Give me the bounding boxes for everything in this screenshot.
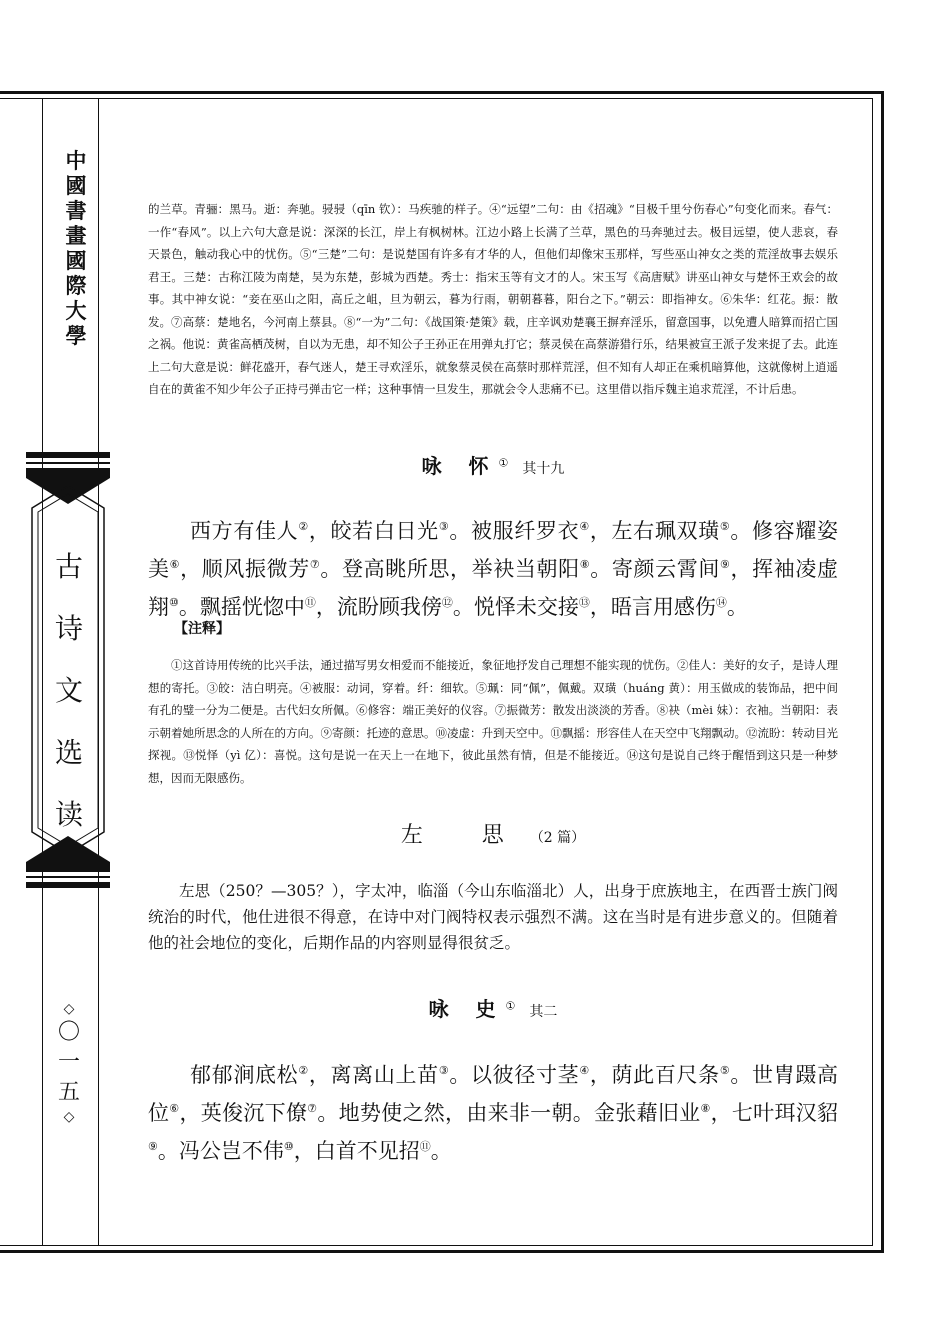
page-number-char: 五 bbox=[57, 1080, 80, 1105]
poem2-note-marker: ⑨ bbox=[148, 1140, 158, 1153]
poem1-note-marker: ⑦ bbox=[309, 558, 321, 571]
poem1-note-marker: ⑭ bbox=[715, 596, 727, 609]
author-work-count: （2 篇） bbox=[529, 830, 586, 846]
continued-notes-text: 的兰草。青骊：黑马。逝：奔驰。骎骎（qīn 钦）：马疾驰的样子。④“远望”二句：由《招魂》“目极千里兮伤春心”句变化而来。春气：一作“春风”。以上六句大意是说：深深的长江，岸上有枫树林。江边小路上长满了兰草，黑色的马奔驰过去。极目远望，使人悲哀，春天景色，触动我心中的忧伤。⑤“三楚”二句：是说楚国有许多有才华的人，但他们却像宋玉那样，写些巫山神女之类的荒淫故事去娱乐君王。三楚：古称江陵为南楚，吴为东楚，彭城为西楚。秀士：指宋玉等有文才的人。宋玉写《高唐赋》讲巫山神女与楚怀王欢会的故事。其中神女说：“妾在巫山之阳，高丘之岨，旦为朝云，暮为行雨，朝朝暮暮，阳台之下。”朝云：即指神女。⑥朱华：红花。振：散发。⑦高蔡：楚地名，今河南上蔡县。⑧“一为”二句：《战国策·楚策》载，庄辛讽劝楚襄王摒弃淫乐，留意国事，以免遭人暗算而招亡国之祸。他说：黄雀高栖茂树，自以为无患，却不知公子王孙正在用弹丸打它；蔡灵侯在高蔡游猎行乐，结果被宣王派子发来捉了去。此连上二句大意是说：鲜花盛开，春气迷人，楚王寻欢淫乐，就象蔡灵侯在高蔡时那样荒淫，但不知有人却正在乘机暗算他，这就像树上逍遥自在的黄雀不知少年公子正持弓弹击它一样；这种事情一旦发生，那就会令人悲痛不已。这里借以指斥魏主追求荒淫，不计后患。 bbox=[148, 202, 838, 396]
series-title-char: 大 bbox=[65, 298, 87, 323]
series-title bbox=[60, 148, 92, 348]
poem1-note-marker: ④ bbox=[579, 520, 590, 533]
book-title-char: 选 bbox=[54, 736, 83, 769]
series-title-char: 畫 bbox=[65, 223, 87, 248]
author-bio bbox=[148, 878, 838, 956]
poem1-note-marker: ⑤ bbox=[719, 520, 731, 533]
series-title-char: 國 bbox=[65, 173, 87, 198]
poem1-title: 咏 怀 bbox=[421, 454, 499, 478]
poem1-heading bbox=[148, 450, 838, 479]
poem2-phrase: 。地势使之然，由来非一朝。金张藉旧业 bbox=[317, 1101, 701, 1125]
poem2-body bbox=[148, 1054, 838, 1168]
poem1-note-marker: ⑩ bbox=[169, 596, 179, 609]
poem2-subtitle: 其二 bbox=[529, 1004, 558, 1020]
poem1-notes-text: ①这首诗用传统的比兴手法，通过描写男女相爱而不能接近，象征地抒发自己理想不能实现的忧伤。②佳人：美好的女子，是诗人理想的寄托。③皎：洁白明亮。④被服：动词，穿着。纤：细软。⑤珮：同“佩”，佩戴。双璜（huáng 黄）：用玉做成的装饰品，把中间有孔的璧一分为二便是。古代妇女所佩。⑥修容：端正美好的仪容。⑦振微芳：散发出淡淡的芳香。⑧袂（mèi 妹）：衣袖。当朝阳：表示朝着她所思念的人所在的方向。⑨寄颜：托迹的意思。⑩凌虚：升到天空中。⑪飘摇：形容佳人在天空中飞翔飘动。⑫流盼：转动目光探视。⑬悦怿（yì 亿）：喜悦。这句是说一在天上一在地下，彼此虽然有情，但是不能接近。⑭这句是说自己终于醒悟到这只是一种梦想，因而无限感伤。 bbox=[148, 658, 838, 785]
poem2-note-marker: ⑪ bbox=[419, 1140, 431, 1153]
continued-notes bbox=[148, 198, 838, 401]
poem2-text bbox=[148, 1054, 838, 1168]
poem1-note-marker: ② bbox=[298, 520, 309, 533]
diamond-icon: ◇ bbox=[63, 1001, 75, 1017]
author-bio-text: 左思（250？—305？），字太冲，临淄（今山东临淄北）人，出身于庶族地主，在西晋士族门阀统治的时代，他仕进很不得意，在诗中对门阀特权表示强烈不满。这在当时是有进步意义的。但随着他的社会地位的变化，后期作品的内容则显得很贫乏。 bbox=[148, 882, 838, 952]
poem1-phrase: ，流盼顾我傍 bbox=[315, 595, 442, 619]
poem2-phrase: 郁郁涧底松 bbox=[190, 1063, 299, 1087]
poem2-note-marker: ② bbox=[298, 1064, 309, 1077]
book-title bbox=[52, 536, 86, 846]
series-title-char: 書 bbox=[65, 198, 87, 223]
page-number-char: 〇 bbox=[57, 1020, 80, 1045]
poem2-phrase: 。冯公岂不伟 bbox=[157, 1139, 284, 1163]
poem1-notes-heading: 【注释】 bbox=[174, 621, 230, 637]
poem1-phrase: 。修容耀姿美 bbox=[148, 519, 838, 581]
poem2-phrase: ，英俊沉下僚 bbox=[179, 1101, 308, 1125]
poem1-note-marker: ⑥ bbox=[169, 558, 181, 571]
poem1-note-marker: ⑨ bbox=[720, 558, 731, 571]
poem1-note-marker: ③ bbox=[438, 520, 450, 533]
poem1-phrase: ，顺风振微芳 bbox=[180, 557, 310, 581]
poem2-note-marker: ⑤ bbox=[719, 1064, 731, 1077]
page-number bbox=[54, 1000, 84, 1126]
series-title-char: 際 bbox=[65, 273, 87, 298]
poem1-note-marker: ⑪ bbox=[304, 596, 316, 609]
series-title-char: 學 bbox=[65, 323, 87, 348]
poem1-phrase: 。悦怿未交接 bbox=[452, 595, 579, 619]
poem1-phrase: ，皎若白日光 bbox=[308, 519, 439, 543]
poem1-phrase: ，挥袖凌虚翔 bbox=[148, 557, 838, 619]
poem2-phrase: ，离离山上苗 bbox=[308, 1063, 439, 1087]
author-name: 左 思 bbox=[400, 823, 530, 848]
poem1-note-marker: ⑬ bbox=[578, 596, 590, 609]
poem1-title-mark: ① bbox=[498, 456, 509, 470]
poem1-text bbox=[148, 510, 838, 624]
poem2-phrase: ，白首不见招 bbox=[293, 1139, 420, 1163]
book-title-char: 诗 bbox=[54, 612, 83, 645]
poem1-phrase: ，晤言用感伤 bbox=[589, 595, 716, 619]
book-title-char: 文 bbox=[54, 674, 83, 707]
poem2-title-mark: ① bbox=[505, 999, 516, 1013]
diamond-icon: ◇ bbox=[63, 1109, 75, 1125]
poem1-phrase: 。飘摇恍惚中 bbox=[178, 595, 305, 619]
poem2-note-marker: ④ bbox=[579, 1064, 590, 1077]
poem2-phrase: 。 bbox=[430, 1139, 452, 1163]
book-title-char: 古 bbox=[54, 550, 83, 583]
page-number-char: 一 bbox=[57, 1050, 80, 1075]
poem1-phrase: 西方有佳人 bbox=[190, 519, 299, 543]
poem2-phrase: ，七叶珥汉貂 bbox=[710, 1101, 839, 1125]
poem1-notes-heading-row bbox=[148, 618, 838, 638]
poem2-note-marker: ⑩ bbox=[283, 1140, 294, 1153]
poem2-note-marker: ⑥ bbox=[169, 1102, 180, 1115]
poem1-phrase: 。登高眺所思，举袂当朝阳 bbox=[320, 557, 580, 581]
poem2-note-marker: ⑦ bbox=[307, 1102, 318, 1115]
poem2-heading bbox=[148, 993, 838, 1022]
author-heading bbox=[148, 818, 838, 849]
poem1-phrase: 。 bbox=[726, 595, 748, 619]
poem1-note-marker: ⑫ bbox=[441, 596, 453, 609]
poem2-phrase: 。以彼径寸茎 bbox=[449, 1063, 580, 1087]
poem2-phrase: 。世胄蹑高位 bbox=[148, 1063, 838, 1125]
poem2-note-marker: ③ bbox=[438, 1064, 450, 1077]
poem1-notes bbox=[148, 654, 838, 789]
poem1-phrase: 。被服纤罗衣 bbox=[449, 519, 580, 543]
poem2-phrase: ，荫此百尺条 bbox=[589, 1063, 720, 1087]
poem2-title: 咏 史 bbox=[428, 997, 506, 1021]
poem1-phrase: ，左右珮双璜 bbox=[589, 519, 720, 543]
poem2-note-marker: ⑧ bbox=[700, 1102, 711, 1115]
poem1-body bbox=[148, 510, 838, 624]
series-title-char: 中 bbox=[65, 148, 87, 173]
series-title-char: 國 bbox=[65, 248, 87, 273]
poem1-subtitle: 其十九 bbox=[522, 461, 565, 477]
poem1-note-marker: ⑧ bbox=[579, 558, 591, 571]
book-title-char: 读 bbox=[54, 798, 83, 831]
poem1-phrase: 。寄颜云霄间 bbox=[590, 557, 721, 581]
